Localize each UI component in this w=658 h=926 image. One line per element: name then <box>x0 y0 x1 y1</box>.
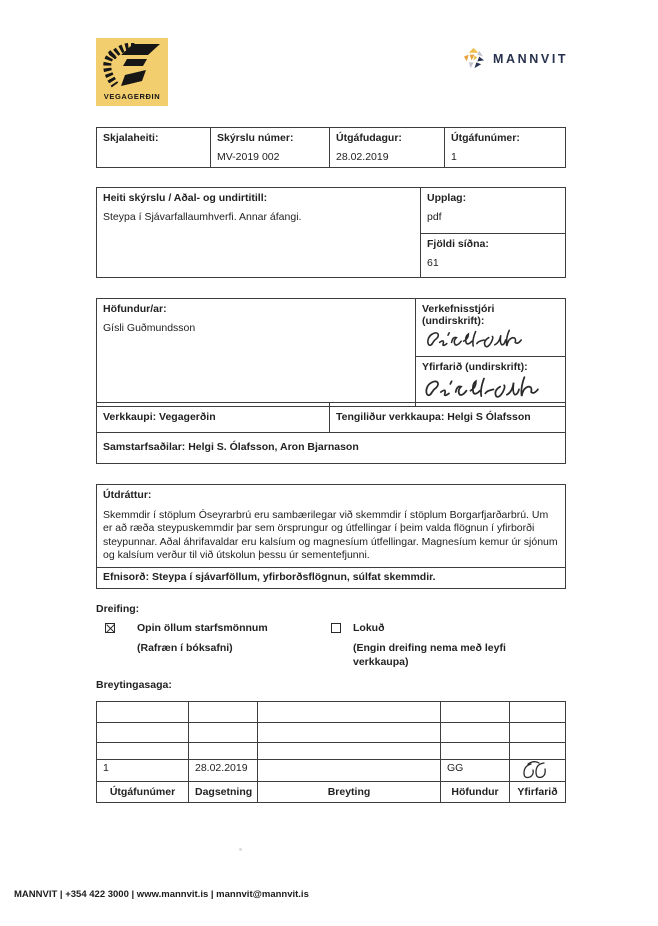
title-cell <box>97 188 421 278</box>
authors-label: Höfundur/ar: <box>103 303 167 315</box>
reviewed-cell <box>416 357 566 407</box>
doc-info-table <box>96 127 566 168</box>
history-cell <box>97 723 189 743</box>
authors-table <box>96 298 566 407</box>
client-cell: Verkkaupi: Vegagerðin <box>97 403 330 433</box>
history-cell <box>510 702 566 723</box>
upplag-cell <box>421 188 566 234</box>
history-header-version: Útgáfunúmer <box>97 782 189 803</box>
history-cell <box>441 702 510 723</box>
scan-artifact <box>239 848 242 851</box>
closed-distribution-label: Lokuð <box>353 622 385 634</box>
history-version-cell: 1 <box>97 760 189 782</box>
vegagerdin-emblem-icon <box>102 43 162 89</box>
title-table <box>96 187 566 278</box>
history-row <box>97 723 566 743</box>
gg-signature-icon <box>520 760 550 782</box>
keywords-cell: Efnisorð: Steypa í sjávarföllum, yfirborðsflögnun, súlfat skemmdir. <box>97 567 566 588</box>
pages-label: Fjöldi síðna: <box>427 238 489 250</box>
distribution-heading: Dreifing: <box>96 603 140 615</box>
reviewed-label: Yfirfarið (undirskrift): <box>422 361 528 373</box>
footer-contact: MANNVIT | +354 422 3000 | www.mannvit.is | mannvit@mannvit.is <box>14 889 309 900</box>
history-heading: Breytingasaga: <box>96 679 172 691</box>
history-header-date: Dagsetning <box>189 782 258 803</box>
closed-distribution-checkbox <box>331 623 341 633</box>
history-cell <box>189 743 258 760</box>
project-manager-label: Verkefnisstjóri (undirskrift): <box>422 303 495 327</box>
mannvit-logo <box>462 47 568 70</box>
report-number-value: MV-2019 002 <box>217 151 280 163</box>
authors-value: Gísli Guðmundsson <box>103 322 196 334</box>
doc-info-cell <box>445 128 566 168</box>
history-row <box>97 760 566 782</box>
doc-info-cell <box>330 128 445 168</box>
issue-date-label: Útgáfudagur: <box>336 132 402 144</box>
history-header-row <box>97 782 566 803</box>
pages-cell <box>421 234 566 278</box>
doc-info-cell <box>97 128 211 168</box>
history-row <box>97 702 566 723</box>
history-date-cell: 28.02.2019 <box>189 760 258 782</box>
history-change-cell <box>258 760 441 782</box>
authors-cell <box>97 299 416 407</box>
history-header-change: Breyting <box>258 782 441 803</box>
title-value: Steypa í Sjávarfallaumhverfi. Annar áfangi. <box>103 211 302 223</box>
client-contact-cell: Tengiliður verkkaupa: Helgi S Ólafsson <box>330 403 566 433</box>
vegagerdin-logo <box>96 38 168 106</box>
report-number-label: Skýrslu númer: <box>217 132 294 144</box>
open-distribution-sublabel: (Rafræn í bóksafni) <box>137 642 233 654</box>
upplag-label: Upplag: <box>427 192 467 204</box>
history-header-reviewed: Yfirfarið <box>510 782 566 803</box>
history-cell <box>189 702 258 723</box>
abstract-table <box>96 484 566 589</box>
project-manager-cell <box>416 299 566 357</box>
history-cell <box>97 743 189 760</box>
issue-number-label: Útgáfunúmer: <box>451 132 520 144</box>
issue-number-value: 1 <box>451 151 457 163</box>
abstract-cell <box>97 485 566 568</box>
review-signature-icon <box>422 374 550 402</box>
vegagerdin-logo-label: VEGAGERÐIN <box>103 92 161 101</box>
open-distribution-label: Opin öllum starfsmönnum <box>137 622 268 634</box>
mannvit-logo-label: MANNVIT <box>493 51 569 66</box>
history-table <box>96 701 566 803</box>
history-header-author: Höfundur <box>441 782 510 803</box>
history-cell <box>258 743 441 760</box>
history-cell <box>510 723 566 743</box>
closed-distribution-sublabel: (Engin dreifing nema með leyfi verkkaupa) <box>353 642 506 668</box>
mannvit-emblem-icon <box>462 47 485 70</box>
abstract-label: Útdráttur: <box>103 489 152 501</box>
issue-date-value: 28.02.2019 <box>336 151 389 163</box>
partners-cell: Samstarfsaðilar: Helgi S. Ólafsson, Aron Bjarnason <box>97 433 566 464</box>
open-distribution-checkbox <box>105 623 115 633</box>
title-label: Heiti skýrslu / Aðal- og undirtitill: <box>103 192 268 204</box>
skjalaheiti-label: Skjalaheiti: <box>103 132 159 144</box>
history-cell <box>97 702 189 723</box>
doc-info-cell <box>211 128 330 168</box>
history-cell <box>258 723 441 743</box>
history-cell <box>258 702 441 723</box>
history-cell <box>510 743 566 760</box>
history-author-cell: GG <box>441 760 510 782</box>
client-table <box>96 402 566 464</box>
upplag-value: pdf <box>427 211 442 223</box>
history-cell <box>189 723 258 743</box>
history-cell <box>441 723 510 743</box>
pages-value: 61 <box>427 257 439 269</box>
pm-signature-icon <box>422 328 540 352</box>
abstract-text: Skemmdir í stöplum Óseyrarbrú eru sambærilegar við skemmdir í stöplum Borgarfjarðarbrú. Um er að ræða steypuskemmdir þar sem örsprungur og útfellingar í þeim valda flögnun í yfirborði steypunnar. Aðal áhrifavaldar eru kalsíum og magnesíum útfellingar. Magnesíum kemur úr sjónum og kalsíum verður til við útskolun þessu úr sementefjunni. <box>103 509 558 562</box>
history-cell <box>441 743 510 760</box>
history-reviewed-cell <box>510 760 566 782</box>
history-row <box>97 743 566 760</box>
